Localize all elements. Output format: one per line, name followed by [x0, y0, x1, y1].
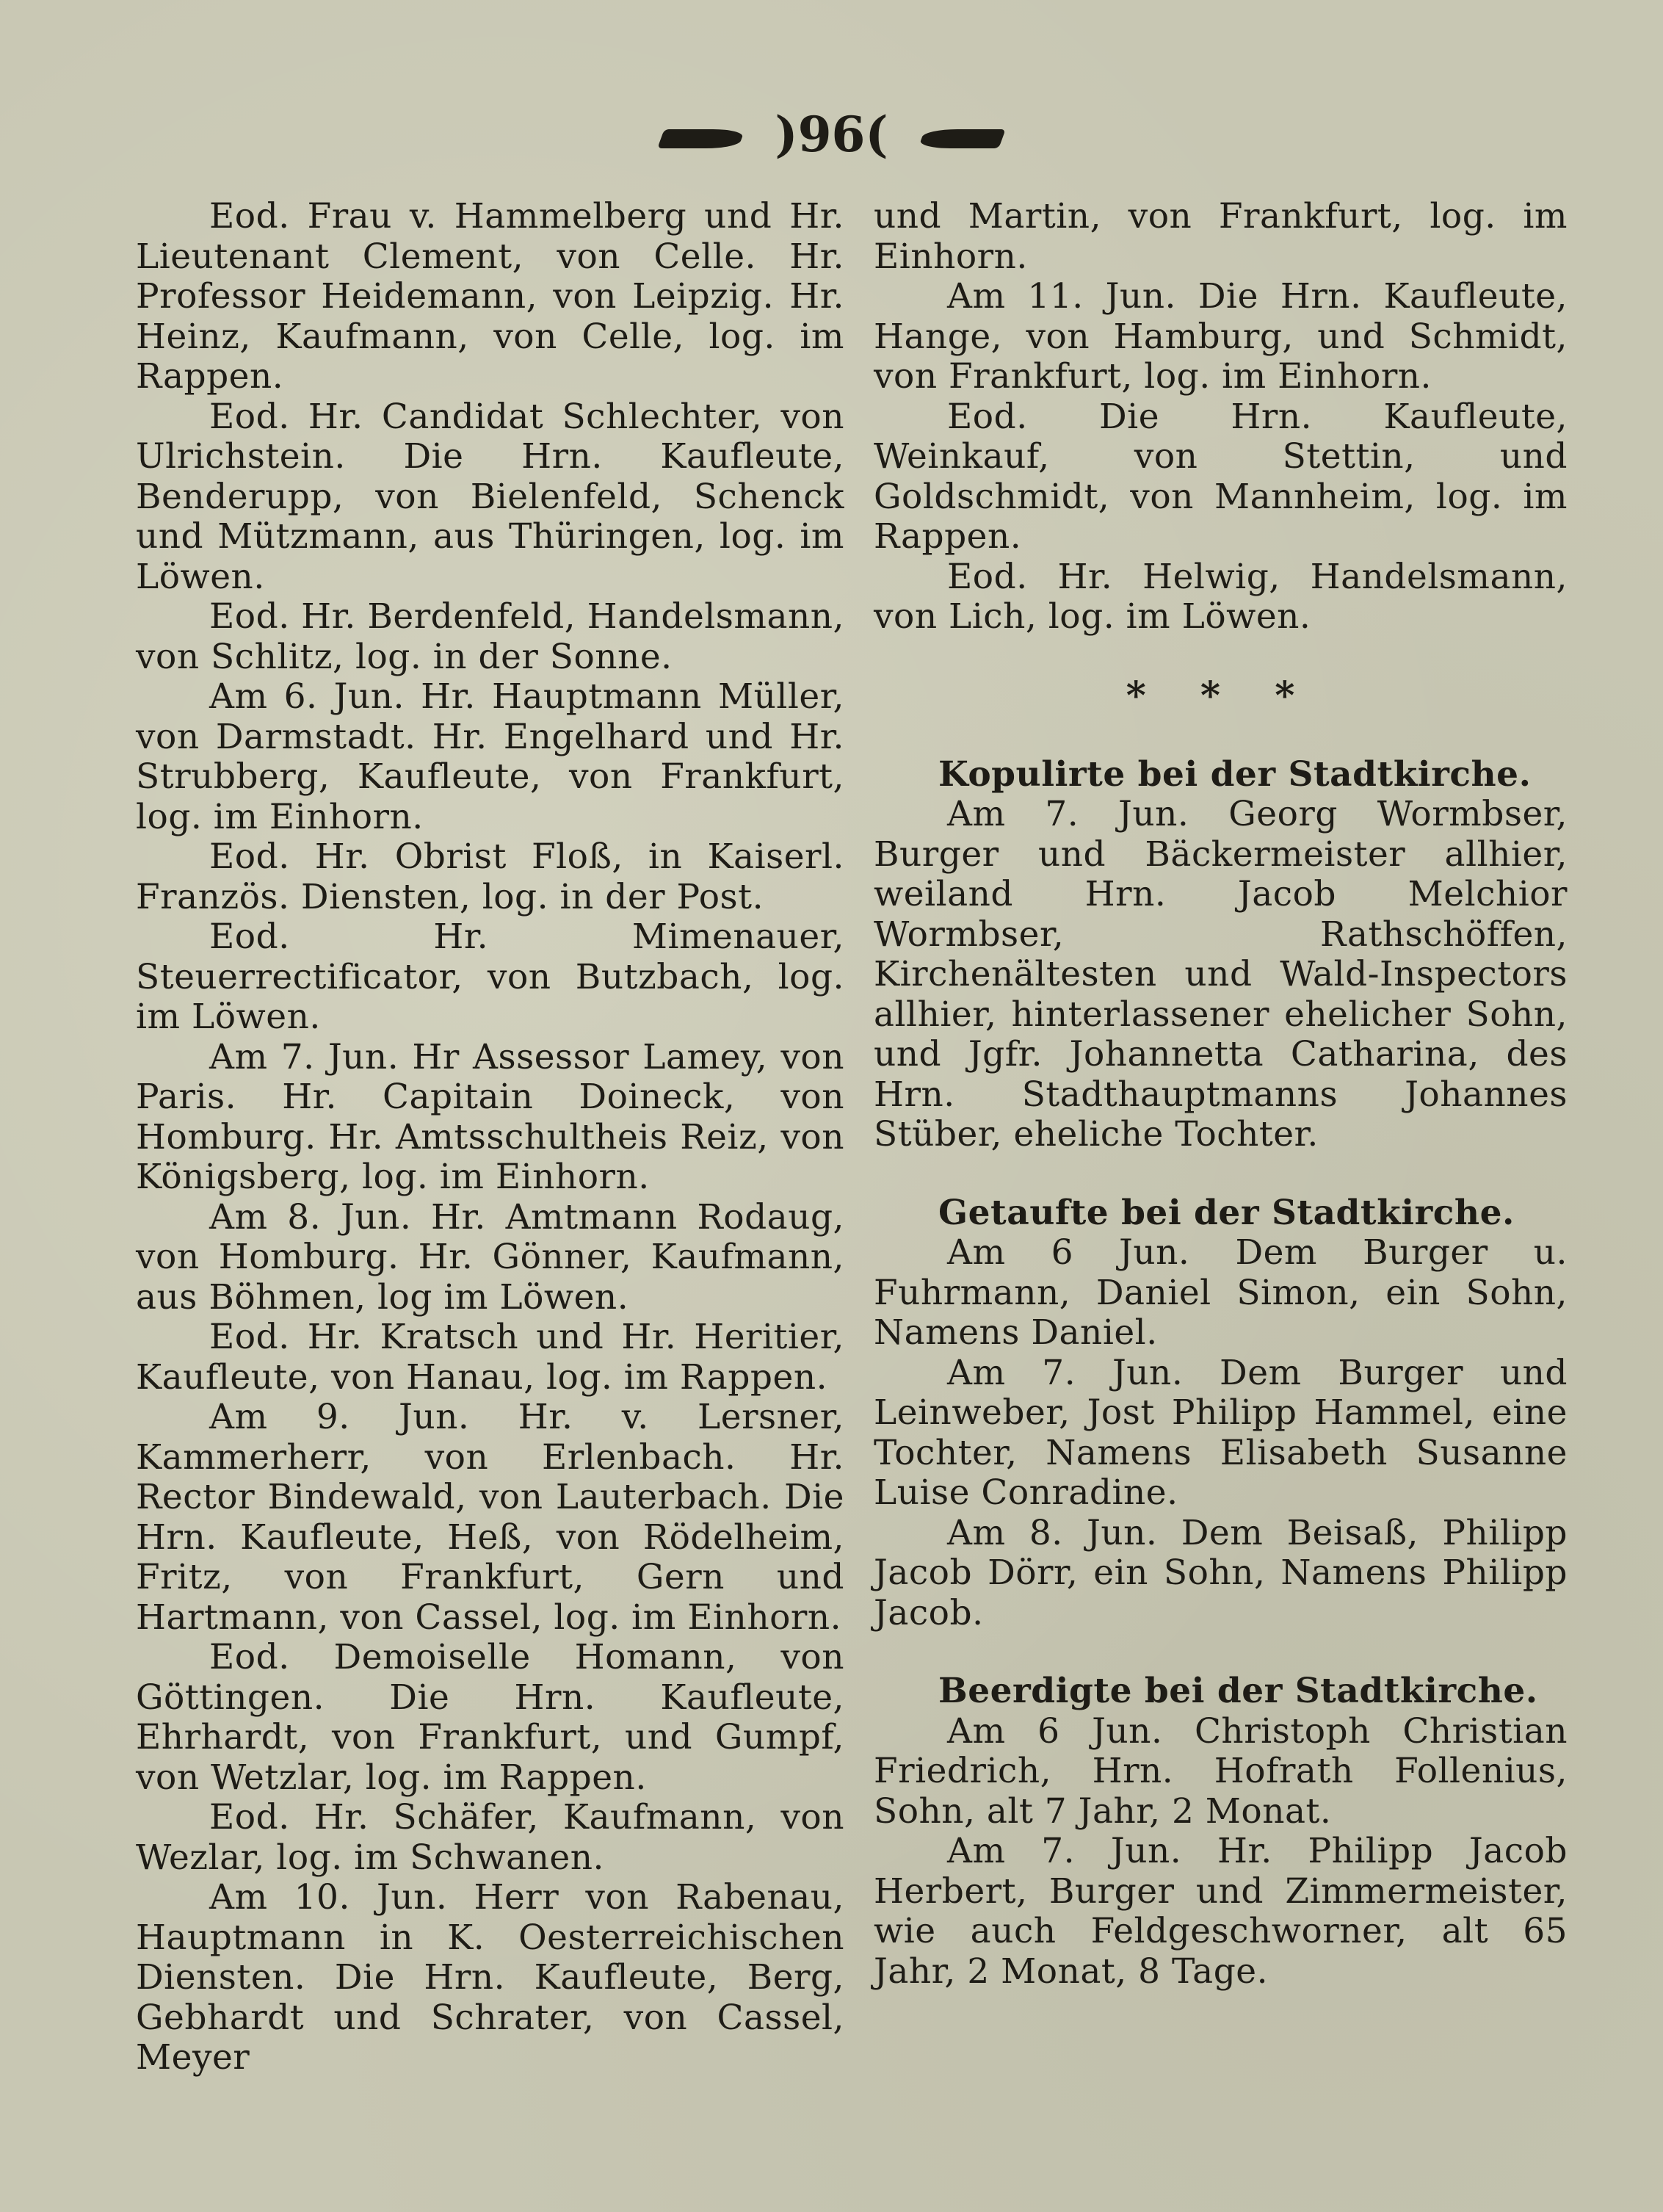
section-heading-baptisms: Getaufte bei der Stadtkirche.: [938, 1192, 1515, 1233]
register-entry: Am 7. Jun. Dem Burger und Leinweber, Jost Philipp Hammel, eine Tochter, Namens Elisabeth Susanne Luise Conradine.: [874, 1352, 1568, 1513]
register-entry: Am 7. Jun. Georg Wormbser, Burger und Bäckermeister allhier, weiland Hrn. Jacob Melchior Wormbser, Rathschöffen, Kirchenältesten und Wald-Inspectors allhier, hinterlassener ehelicher Sohn, und Jgfr. Johannetta Catharina, des Hrn. Stadthauptmanns Johannes Stüber, eheliche Tochter.: [874, 794, 1568, 1154]
right-ornament-icon: [918, 129, 1005, 148]
arrival-entry: Eod. Hr. Candidat Schlechter, von Ulrichstein. Die Hrn. Kaufleute, Benderupp, von Bielenfeld, Schenck und Mützmann, aus Thüringen, log. im Löwen.: [136, 396, 844, 597]
arrival-entry: Am 6. Jun. Hr. Hauptmann Müller, von Darmstadt. Hr. Engelhard und Hr. Strubberg, Kaufleute, von Frankfurt, log. im Einhorn.: [136, 676, 844, 837]
section-gap: [874, 1155, 1568, 1193]
register-entry: Am 6 Jun. Dem Burger u. Fuhrmann, Daniel Simon, ein Sohn, Namens Daniel.: [874, 1232, 1568, 1353]
arrival-entry: Am 11. Jun. Die Hrn. Kaufleute, Hange, von Hamburg, und Schmidt, von Frankfurt, log. im Einhorn.: [874, 276, 1568, 397]
section-heading-burials: Beerdigte bei der Stadtkirche.: [938, 1671, 1538, 1711]
register-entry: Am 6 Jun. Christoph Christian Friedrich, Hrn. Hofrath Follenius, Sohn, alt 7 Jahr, 2 Monat.: [874, 1710, 1568, 1832]
arrival-entry: Am 7. Jun. Hr Assessor Lamey, von Paris. Hr. Capitain Doineck, von Homburg. Hr. Amtsschultheis Reiz, von Königsberg, log. im Einhorn.: [136, 1036, 844, 1197]
page-number: )96(: [775, 106, 888, 163]
left-ornament-icon: [658, 129, 745, 148]
section-gap: [874, 1633, 1568, 1671]
right-column: [874, 197, 1568, 1992]
left-column: [136, 197, 844, 2078]
arrival-entry: Am 8. Jun. Hr. Amtmann Rodaug, von Homburg. Hr. Gönner, Kaufmann, aus Böhmen, log im Löwen.: [136, 1196, 844, 1318]
section-heading-marriages: Kopulirte bei der Stadtkirche.: [938, 753, 1532, 795]
arrival-entry: Eod. Frau v. Hammelberg und Hr. Lieutenant Clement, von Celle. Hr. Professor Heidemann, von Leipzig. Hr. Heinz, Kaufmann, von Celle, log. im Rappen.: [136, 196, 844, 397]
arrival-entry: Eod. Hr. Helwig, Handelsmann, von Lich, log. im Löwen.: [874, 556, 1568, 637]
arrival-entry: Am 9. Jun. Hr. v. Lersner, Kammerherr, von Erlenbach. Hr. Rector Bindewald, von Lauterbach. Die Hrn. Kaufleute, Heß, von Rödelheim, Fritz, von Frankfurt, Gern und Hartmann, von Cassel, log. im Einhorn.: [136, 1397, 844, 1638]
arrival-entry: Eod. Hr. Mimenauer, Steuerrectificator, von Butzbach, log. im Löwen.: [136, 917, 844, 1037]
arrival-entry: Eod. Demoiselle Homann, von Göttingen. Die Hrn. Kaufleute, Ehrhardt, von Frankfurt, und Gumpf, von Wetzlar, log. im Rappen.: [136, 1637, 844, 1798]
asterism-divider: * * *: [1126, 673, 1316, 718]
arrival-entry: Eod. Hr. Schäfer, Kaufmann, von Wezlar, log. im Schwanen.: [136, 1797, 844, 1878]
arrival-entry: Eod. Die Hrn. Kaufleute, Weinkauf, von Stettin, und Goldschmidt, von Mannheim, log. im Rappen.: [874, 396, 1568, 557]
arrival-entry: Eod. Hr. Kratsch und Hr. Heritier, Kaufleute, von Hanau, log. im Rappen.: [136, 1317, 844, 1398]
arrival-entry: Eod. Hr. Obrist Floß, in Kaiserl. Französ. Diensten, log. in der Post.: [136, 836, 844, 917]
arrival-entry: Am 10. Jun. Herr von Rabenau, Hauptmann in K. Oesterreichischen Diensten. Die Hrn. Kaufleute, Berg, Gebhardt und Schrater, von Cassel, Meyer: [136, 1877, 844, 2078]
register-entry: Am 8. Jun. Dem Beisaß, Philipp Jacob Dörr, ein Sohn, Namens Philipp Jacob.: [874, 1512, 1568, 1633]
register-entry: Am 7. Jun. Hr. Philipp Jacob Herbert, Burger und Zimmermeister, wie auch Feldgeschworner, alt 65 Jahr, 2 Monat, 8 Tage.: [874, 1831, 1568, 1992]
arrival-continuation: und Martin, von Frankfurt, log. im Einhorn.: [874, 196, 1568, 277]
arrival-entry: Eod. Hr. Berdenfeld, Handelsmann, von Schlitz, log. in der Sonne.: [136, 596, 844, 677]
page-header: [0, 101, 1663, 167]
